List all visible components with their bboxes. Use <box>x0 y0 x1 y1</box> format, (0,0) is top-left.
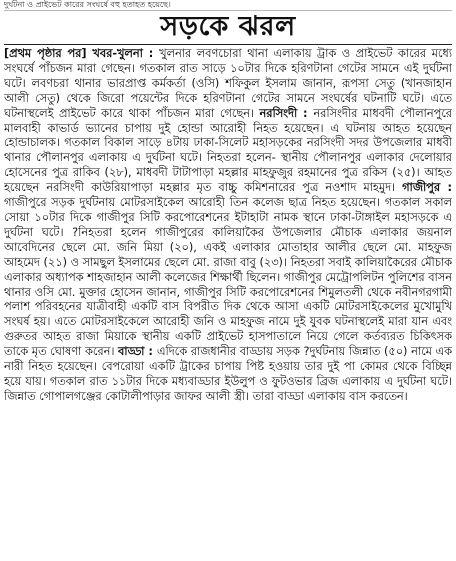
paragraph-gazipur: গাজীপুরে সড়ক দুর্ঘটনায় মোটরসাইকেল আরোহী তিন কলেজ ছাত্র নিহত হয়েছেন। গতকাল সকাল সোয়া ১০টার দিকে গাজীপুর সিটি করপোরেশনের ইটাহাটা নামক স্থানে ঢাকা-টাঙ্গাইল মহাসড়কে এ দুর্ঘটনা ঘটে। ?নিহতরা হলেন গাজীপুরের কালিয়াকৈর উপজেলার মৌচাক এলাকার জয়নাল আবেদিনের ছেলে মো. জনি মিয়া (২০), একই এলাকার মোতাহার আলীর ছেলে মো. মাহফুজ আহমেদ (২১) ও সামছুল ইসলামের ছেলে মো. রাজা বাবু (২৩)। নিহতরা সবাই কালিয়াকৈরের মৌচাক এলাকার অধ্যাপক শাহজাহান আলী কলেজের শিক্ষার্থী ছিলেন। গাজীপুর মেট্রোপলিটন পুলিশের বাসন থানার ওসি মো. মুক্তার হোসেন জানান, গাজীপুর সিটি করপোরেশনের শিমুলতলী থেকে নবীনগরগামী পলাশ পরিবহনের যাত্রীবাহী একটি বাস বিপরীত দিক থেকে আসা একটি মোটরসাইকেলের মুখোমুখি সংঘর্ষ হয়। এতে মোটরসাইকেলে আরোহী জনি ও মাহফুজ নামে দুই যুবক ঘটনাস্থলেই মারা যান এবং গুরুতর আহত রাজা মিয়াকে স্থানীয় একটি প্রাইভেট হাসপাতালে নিয়ে গেলে কর্তব্যরত চিকিৎসক তাকে মৃত ঘোষণা করেন। <box>4 196 452 359</box>
previous-article-snippet: দুর্ঘটনা ও প্রাইভেট কারের সংঘর্ষে বহু হতাহত হয়েছে। <box>4 0 452 11</box>
paragraph-khulna: খুলনার লবণচোরা থানা এলাকায় ট্রাক ও প্রাইভেট কারের মধ্যে সংঘর্ষে পাঁচজন মারা গেছেন। গতকাল রাত সাড়ে ১০টার দিকে হরিণটানা গেটের সামনে এই দুর্ঘটনা ঘটে। লবণচরা থানার ভারপ্রাপ্ত কর্মকর্তা (ওসি) শফিকুল ইসলাম জানান, রূপসা সেতু (খানজাহান আলী সেতু) থেকে জিরো পয়েন্টের দিকে হরিণটানা গেটের সামনে সংঘর্ষের ঘটনাটি ঘটে। এতে ঘটনাস্থলেই প্রাইভেট কারে থাকা পাঁচজন মারা গেছেন। <box>4 47 452 120</box>
divider <box>4 44 452 45</box>
dateline: খবর-খুলনা : <box>92 47 160 60</box>
article-body <box>4 47 452 555</box>
subhead-gazipur: গাজীপুর : <box>402 181 452 195</box>
continuation-label: [প্রথম পৃষ্ঠার পর] <box>4 47 93 60</box>
paragraph-badda: এদিকে রাজধানীর বাড্ডায় সড়ক ?দুর্ঘটনায় জিন্নাত (৫০) নামে এক নারী নিহত হয়েছেন। বেপরোয়া একটি ট্রাকের চাপায় পিষ্ট হওয়ায় তার দুই পা কোমর থেকে বিচ্ছিন্ন হয়ে যায়। গতকাল রাত ১১টার দিকে মধ্যবাড্ডার ইউলুপ ও ফুটওভার ব্রিজ এলাকায় এ দুর্ঘটনা ঘটে। জিন্নাত গোপালগঞ্জের কোটালীপাড়ার জাফর আলী স্ত্রী। তারা বাড্ডা এলাকায় বাস করতেন। <box>4 345 452 403</box>
paragraph-narsingdi: নরসিংদীর মাধবদী পৌলানপুরে মালবাহী কাভার্ড ভ্যানের চাপায় দুই হোন্ডা আরোহী নিহত হয়েছেন। এ ঘটনায় আহত হয়েছেন হোন্ডাচালক। গতকাল বিকাল সাড়ে ৪টায় ঢাকা-সিলেট মহাসড়কের নরসিংদী সদর উপজেলার মাধবী থানার পৌলানপুর এলাকায় এ দুর্ঘটনা ঘটে। নিহতরা হলেন- স্থানীয় পৌলানপুর এলাকার দেলোয়ার হোসেনের পুত্র রাকিব (২৮), মাধবদী টাটাপাড়া মহল্লার মাহফুজুর রহমানের পুত্র রকিস (২৫)। আহত হয়েছেন নরসিংদী কাউরিয়াপাড়া মহল্লার মৃত বাচ্চু কমিশনারের পুত্র নওশাদ মাহমুদ। <box>4 106 452 195</box>
subhead-badda: বাড্ডা : <box>118 345 157 359</box>
page-title: সড়কে ঝরল <box>160 11 296 42</box>
subhead-narsingdi: নরসিংদী : <box>259 106 314 120</box>
